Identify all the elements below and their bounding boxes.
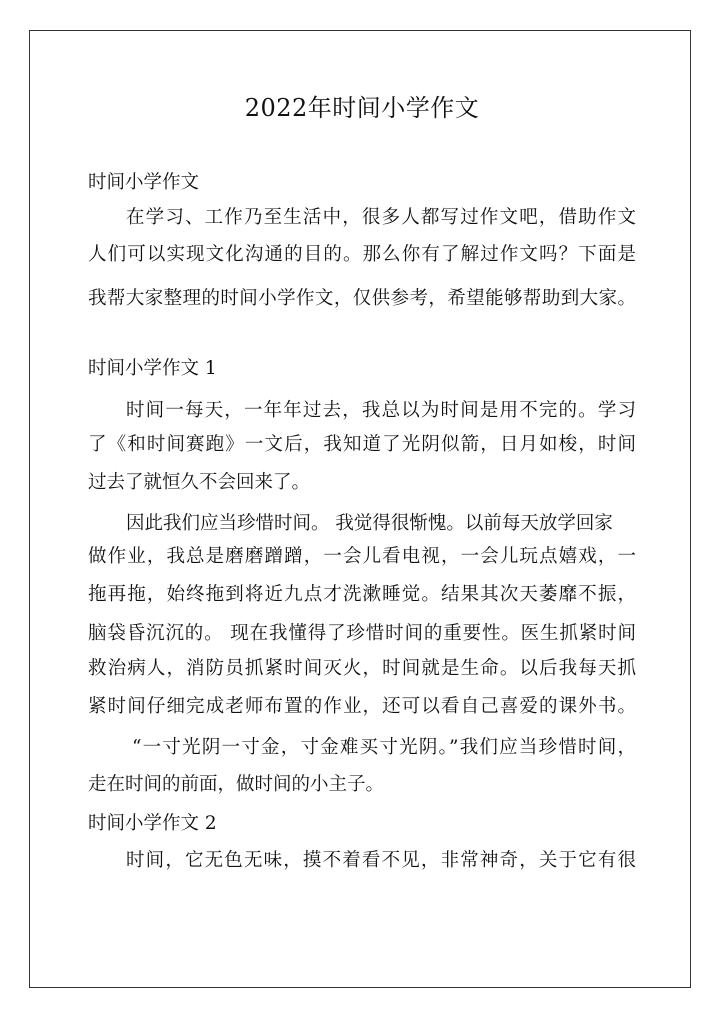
paragraph-line: 过去了就恒久不会回来了。 [88,472,311,493]
paragraph-line: 脑袋昏沉沉的。 现在我懂得了珍惜时间的重要性。医生抓紧时间 [88,623,636,644]
paragraph-line: 我帮大家整理的时间小学作文，仅供参考，希望能够帮助到大家。 [88,288,636,309]
paragraph-line: 因此我们应当珍惜时间。 我觉得很惭愧。以前每天放学回家 [126,513,613,534]
document-title: 2022年时间小学作文 [244,94,480,122]
paragraph-line: 了《和时间赛跑》一文后，我知道了光阴似箭，日月如梭，时间 [88,434,636,455]
paragraph-line: 在学习、工作乃至生活中，很多人都写过作文吧，借助作文 [126,207,636,228]
section-heading-1: 时间小学作文 1 [88,358,217,379]
paragraph-line: 拖再拖，始终拖到将近九点才洗漱睡觉。结果其次天萎靡不振， [88,584,636,605]
paragraph-line: 紧时间仔细完成老师布置的作业，还可以看自己喜爱的课外书。 [88,696,636,717]
section-heading-2: 时间小学作文 2 [88,813,217,834]
paragraph-line: “一寸光阴一寸金，寸金难买寸光阴。”我们应当珍惜时间， [132,737,636,758]
paragraph-line: 做作业，我总是磨磨蹭蹭，一会儿看电视，一会儿玩点嬉戏，一 [88,546,636,567]
section-heading-intro: 时间小学作文 [88,172,200,193]
paragraph-line: 时间一每天，一年年过去，我总以为时间是用不完的。学习 [126,400,636,421]
paragraph-line: 时间，它无色无味，摸不着看不见，非常神奇，关于它有很 [126,850,636,871]
paragraph-line: 走在时间的前面，做时间的小主子。 [88,774,385,795]
paragraph-line: 人们可以实现文化沟通的目的。那么你有了解过作文吗？下面是 [88,244,636,265]
paragraph-line: 救治病人，消防员抓紧时间灭火，时间就是生命。以后我每天抓 [88,658,636,679]
